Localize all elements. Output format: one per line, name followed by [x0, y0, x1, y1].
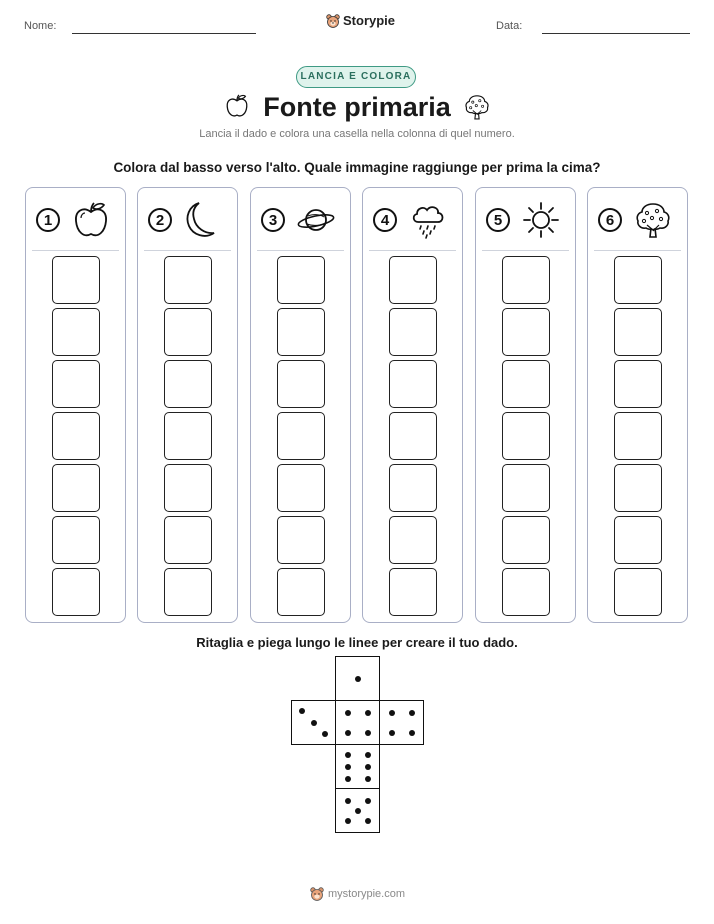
color-box[interactable]: [502, 360, 550, 408]
die-pip: [389, 710, 395, 716]
column-5: [475, 187, 576, 623]
color-box[interactable]: [164, 412, 212, 460]
die-pip: [355, 808, 361, 814]
column-number: 6: [598, 208, 622, 232]
color-box[interactable]: [277, 256, 325, 304]
die-pip: [345, 752, 351, 758]
column-1: [25, 187, 126, 623]
footer: [310, 887, 405, 901]
color-box[interactable]: [52, 568, 100, 616]
column-divider: [594, 250, 681, 251]
sun-icon: [521, 200, 561, 240]
moon-icon: [183, 200, 223, 240]
die-pip: [322, 731, 328, 737]
die-pip: [345, 730, 351, 736]
color-box[interactable]: [52, 308, 100, 356]
color-box[interactable]: [614, 308, 662, 356]
brand-logo: [326, 13, 395, 28]
die-pip: [345, 764, 351, 770]
die-face-4b: [379, 700, 424, 745]
cut-instruction: Ritaglia e piega lungo le linee per creare il tuo dado.: [196, 635, 518, 650]
column-divider: [32, 250, 119, 251]
color-box[interactable]: [502, 568, 550, 616]
die-pip: [365, 730, 371, 736]
bear-icon: [310, 887, 324, 901]
die-pip: [355, 676, 361, 682]
color-box[interactable]: [614, 464, 662, 512]
color-box[interactable]: [164, 568, 212, 616]
color-box[interactable]: [614, 360, 662, 408]
color-box[interactable]: [164, 516, 212, 564]
color-box[interactable]: [164, 360, 212, 408]
color-box[interactable]: [614, 256, 662, 304]
tree-icon: [463, 92, 491, 122]
color-box[interactable]: [389, 568, 437, 616]
die-pip: [409, 710, 415, 716]
color-box[interactable]: [389, 308, 437, 356]
date-line[interactable]: [542, 33, 690, 34]
die-pip: [345, 710, 351, 716]
die-pip: [365, 764, 371, 770]
color-box[interactable]: [389, 516, 437, 564]
instruction: Colora dal basso verso l'alto. Quale immagine raggiunge per prima la cima?: [113, 160, 601, 175]
color-box[interactable]: [277, 464, 325, 512]
die-pip: [409, 730, 415, 736]
page-title: Fonte primaria: [263, 92, 451, 122]
color-box[interactable]: [52, 256, 100, 304]
color-box[interactable]: [164, 308, 212, 356]
color-box[interactable]: [389, 412, 437, 460]
die-pip: [365, 818, 371, 824]
planet-icon: [296, 200, 336, 240]
column-number: 2: [148, 208, 172, 232]
bear-icon: [326, 14, 340, 28]
column-number: 4: [373, 208, 397, 232]
color-box[interactable]: [277, 412, 325, 460]
column-2: [137, 187, 238, 623]
color-box[interactable]: [277, 308, 325, 356]
die-face-5: [335, 788, 380, 833]
column-divider: [257, 250, 344, 251]
color-box[interactable]: [502, 412, 550, 460]
color-box[interactable]: [614, 412, 662, 460]
color-box[interactable]: [502, 464, 550, 512]
color-box[interactable]: [52, 516, 100, 564]
tree-icon: [633, 200, 673, 240]
footer-link[interactable]: mystorypie.com: [328, 888, 406, 900]
die-face-6: [335, 744, 380, 789]
die-face-1: [335, 656, 380, 701]
name-label: Nome:: [24, 20, 57, 32]
color-box[interactable]: [614, 516, 662, 564]
color-box[interactable]: [277, 568, 325, 616]
color-box[interactable]: [277, 360, 325, 408]
subtitle: Lancia il dado e colora una casella nella colonna di quel numero.: [199, 128, 515, 140]
rain-cloud-icon: [408, 200, 448, 240]
color-box[interactable]: [389, 256, 437, 304]
column-number: 1: [36, 208, 60, 232]
color-box[interactable]: [52, 360, 100, 408]
color-box[interactable]: [502, 516, 550, 564]
color-box[interactable]: [52, 464, 100, 512]
die-face-3: [291, 700, 336, 745]
color-box[interactable]: [52, 412, 100, 460]
color-box[interactable]: [502, 256, 550, 304]
die-pip: [345, 818, 351, 824]
name-line[interactable]: [72, 33, 256, 34]
die-pip: [365, 752, 371, 758]
date-label: Data:: [496, 20, 523, 32]
color-box[interactable]: [389, 464, 437, 512]
die-pip: [365, 776, 371, 782]
die-pip: [365, 710, 371, 716]
column-divider: [369, 250, 456, 251]
brand-name: Storypie: [343, 13, 396, 28]
color-box[interactable]: [164, 256, 212, 304]
color-box[interactable]: [277, 516, 325, 564]
column-divider: [144, 250, 231, 251]
color-box[interactable]: [614, 568, 662, 616]
column-number: 5: [486, 208, 510, 232]
die-pip: [389, 730, 395, 736]
color-box[interactable]: [502, 308, 550, 356]
column-divider: [482, 250, 569, 251]
die-pip: [345, 798, 351, 804]
apple-icon: [71, 200, 111, 240]
die-pip: [311, 720, 317, 726]
activity-badge: LANCIA E COLORA: [296, 66, 416, 88]
color-box[interactable]: [389, 360, 437, 408]
die-face-4: [335, 700, 380, 745]
color-box[interactable]: [164, 464, 212, 512]
die-pip: [345, 776, 351, 782]
column-4: [362, 187, 463, 623]
die-pip: [299, 708, 305, 714]
column-3: [250, 187, 351, 623]
column-number: 3: [261, 208, 285, 232]
die-pip: [365, 798, 371, 804]
column-6: [587, 187, 688, 623]
